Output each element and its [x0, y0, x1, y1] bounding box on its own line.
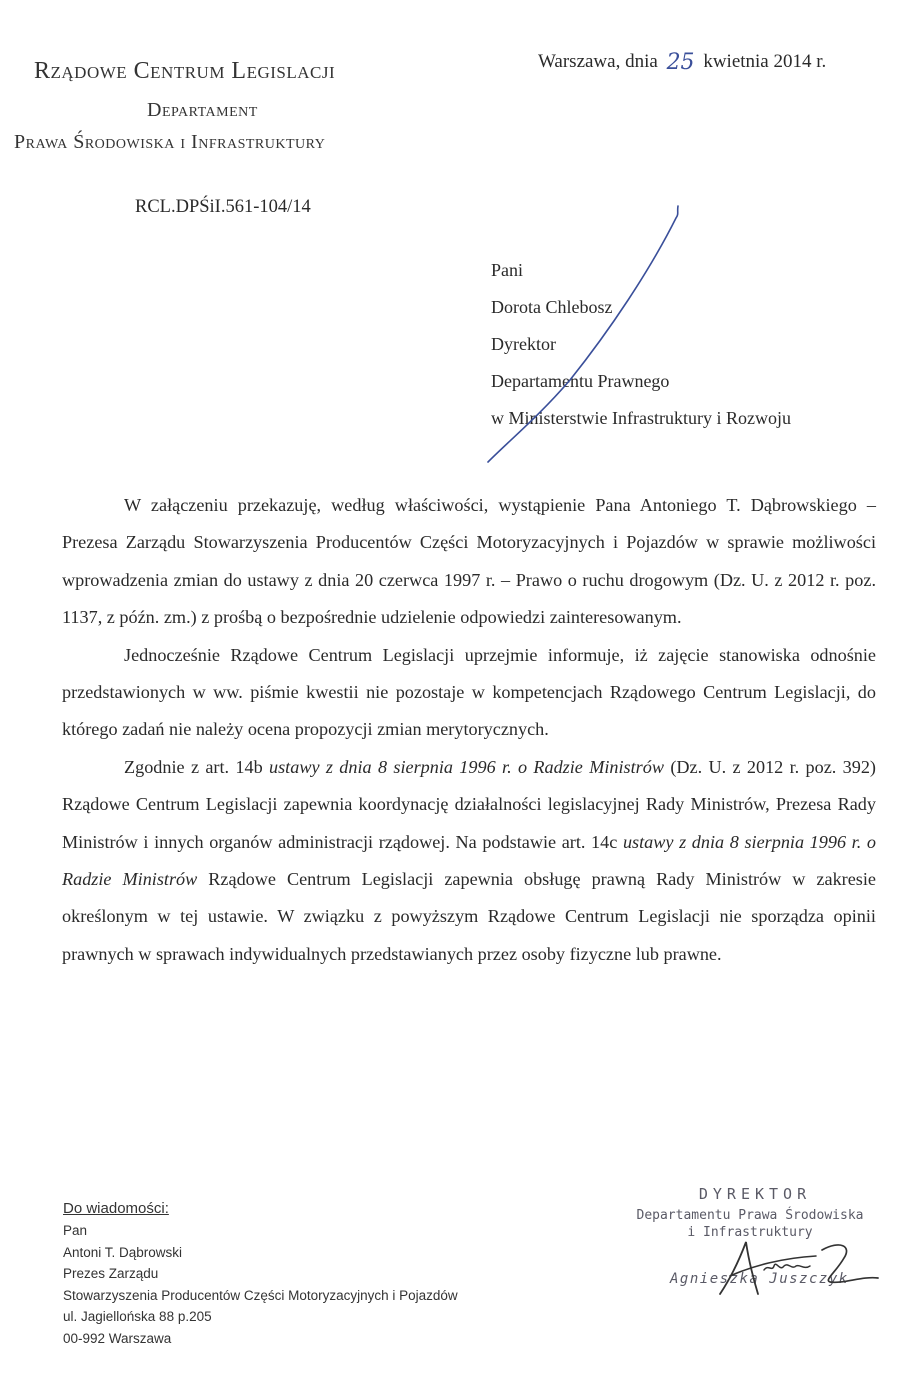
- body-p3-part-a: Zgodnie z art. 14b: [124, 756, 270, 777]
- dateline: [538, 48, 826, 73]
- addressee-title: Dyrektor: [491, 334, 556, 354]
- pen-stroke-mark: [480, 200, 690, 470]
- cc-block: [63, 1197, 458, 1350]
- stamp-department-2: i Infrastruktury: [687, 1225, 813, 1240]
- body-paragraph-2: Jednocześnie Rządowe Centrum Legislacji uprzejmie informuje, iż zajęcie stanowiska odnośnie przedstawionych w ww. piśmie kwestii nie pozostaje w kompetencjach Rządowego Centrum Legislacji, do którego zadań nie należy ocena propozycji zmian merytorycznych.: [62, 644, 876, 740]
- letter-body: [62, 487, 876, 973]
- dateline-prefix: Warszawa, dnia: [538, 51, 658, 72]
- handwritten-signature: [712, 1236, 882, 1306]
- letterhead-department-name: Prawa Środowiska i Infrastruktury: [14, 131, 326, 153]
- dateline-handwritten-day: 25: [666, 50, 695, 75]
- addressee-name: Dorota Chlebosz: [491, 297, 613, 317]
- body-p3-act-citation-2: ustawy z dnia 8 sierpnia 1996 r. o Radzie Ministrów: [62, 831, 876, 890]
- cc-line-3: Prezes Zarządu: [63, 1266, 159, 1282]
- letterhead-institution: Rządowe Centrum Legislacji: [34, 58, 336, 84]
- body-p3-part-e: Rządowe Centrum Legislacji zapewnia obsługę prawną Rady Ministrów w zakresie określonym w tej ustawie. W związku z powyższym Rządowe Centrum Legislacji nie sporządza opinii prawnych w sprawach indywidualnych przedstawianych przez osoby fizyczne lub prawne.: [62, 869, 876, 964]
- cc-line-5: ul. Jagiellońska 88 p.205: [63, 1309, 212, 1325]
- stamp-name: Agnieszka Juszczyk: [670, 1271, 849, 1287]
- stamp-title: DYREKTOR: [698, 1185, 812, 1203]
- cc-line-4: Stowarzyszenia Producentów Części Motoryzacyjnych i Pojazdów: [63, 1287, 458, 1303]
- cc-line-2: Antoni T. Dąbrowski: [63, 1244, 183, 1260]
- cc-line-1: Pan: [63, 1223, 88, 1238]
- reference-number: RCL.DPŚiI.561-104/14: [135, 197, 311, 217]
- dateline-suffix: kwietnia 2014 r.: [703, 51, 827, 72]
- stamp-department: Departamentu Prawa Środowiska: [636, 1208, 864, 1223]
- addressee-salutation: Pani: [491, 260, 524, 280]
- cc-line-6: 00-992 Warszawa: [63, 1330, 172, 1346]
- letterhead-department-label: Departament: [147, 99, 258, 121]
- addressee-department: Departamentu Prawnego: [491, 371, 670, 391]
- body-paragraph-1: W załączeniu przekazuję, według właściwości, wystąpienie Pana Antoniego T. Dąbrowskiego – Prezesa Zarządu Stowarzyszenia Producentów Części Motoryzacyjnych i Pojazdów w sprawie możliwości wprowadzenia zmian do ustawy z dnia 20 czerwca 1997 r. – Prawo o ruchu drogowym (Dz. U. z 2012 r. poz. 1137, z późn. zm.) z prośbą o bezpośrednie udzielenie odpowiedzi zainteresowanym.: [62, 495, 876, 628]
- body-paragraph-3: [62, 749, 876, 973]
- body-p3-part-c: (Dz. U. z 2012 r. poz. 392) Rządowe Centrum Legislacji zapewnia koordynację działalności legislacyjnej Rady Ministrów, Prezesa Rady Ministrów i innych organów administracji rządowej. Na podstawie art. 14c: [62, 756, 876, 852]
- addressee-ministry: w Ministerstwie Infrastruktury i Rozwoju: [491, 408, 791, 428]
- cc-heading: Do wiadomości:: [63, 1200, 169, 1217]
- body-p3-act-citation-1: ustawy z dnia 8 sierpnia 1996 r. o Radzie Ministrów: [269, 756, 664, 777]
